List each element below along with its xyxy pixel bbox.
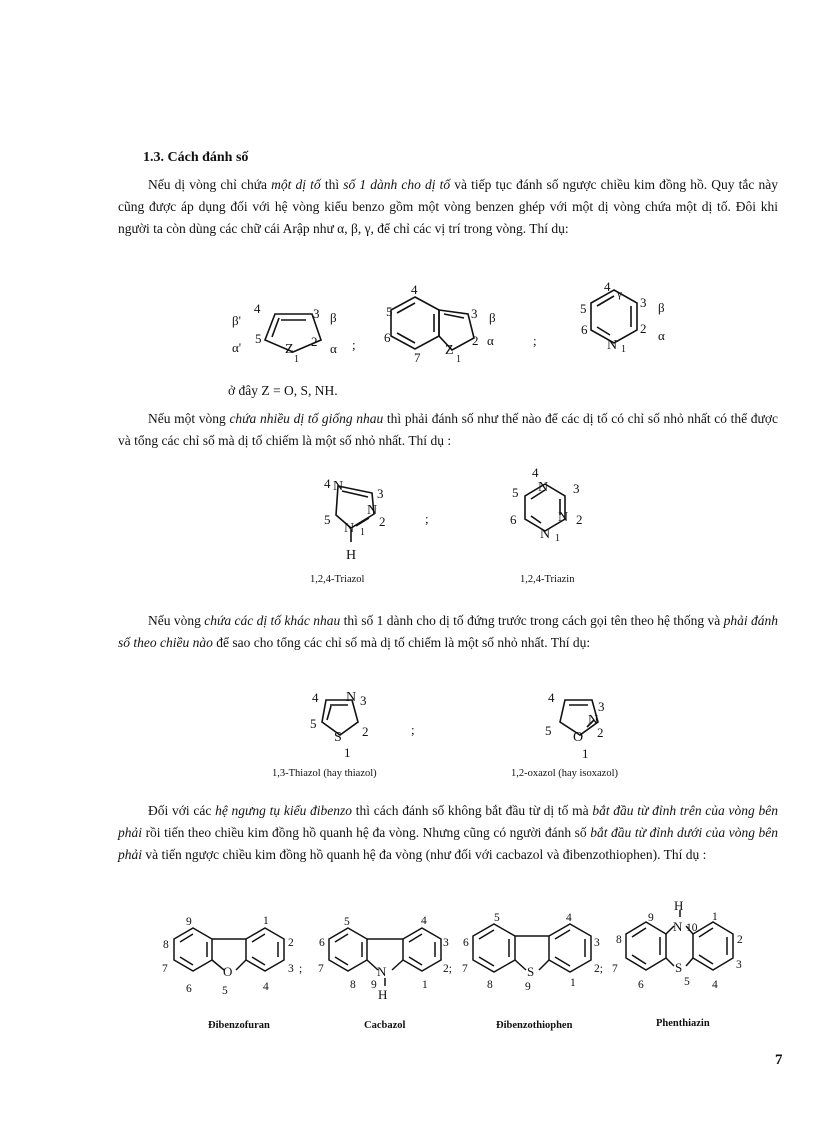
svg-text:3: 3 [360,693,367,708]
page-number: 7 [775,1052,783,1068]
paragraph-different-heteroatoms: Nếu vòng chứa các dị tố khác nhau thì số 1 dành cho dị tố đứng trước trong cách gọi tên theo hệ thống và phải đánh số theo chiều nào để sao cho tổng các chỉ số mà dị tố chiếm là một số nhỏ nhất. Thí dụ: [118,613,778,650]
svg-text:O: O [223,964,233,979]
svg-text:N: N [588,713,599,728]
svg-text:5: 5 [310,716,317,731]
svg-text:;: ; [411,722,415,737]
svg-text:N: N [538,480,549,495]
svg-text:7: 7 [612,963,618,975]
svg-text:2: 2 [597,725,604,740]
svg-text:1: 1 [456,354,461,365]
svg-text:;: ; [352,337,356,352]
caption-dibenzothiophen: Đibenzothiophen [496,1020,573,1031]
svg-text:3: 3 [736,959,742,971]
svg-text:5: 5 [494,912,500,924]
caption-thiazol: 1,3-Thiazol (hay thiazol) [272,768,377,779]
note-z-definition: ở đây Z = O, S, NH. [228,383,338,398]
svg-text:9: 9 [371,979,377,991]
svg-text:4: 4 [324,476,331,491]
svg-text:5: 5 [580,301,587,316]
svg-text:N: N [333,479,344,494]
svg-text:6: 6 [510,512,517,527]
svg-text:5: 5 [222,985,228,997]
svg-text:6: 6 [186,983,192,995]
svg-text:2: 2 [737,934,743,946]
svg-text:2;: 2; [443,963,452,975]
svg-text:2: 2 [640,321,647,336]
svg-text:9: 9 [186,916,192,928]
svg-text:5: 5 [684,976,690,988]
svg-text:N: N [346,690,357,705]
svg-text:3: 3 [598,699,605,714]
svg-text:H: H [674,898,684,913]
svg-text:1: 1 [712,911,718,923]
svg-text:β: β [489,310,496,325]
svg-text:10: 10 [686,922,698,934]
svg-text:N: N [540,527,551,542]
svg-text:7: 7 [414,350,421,365]
svg-text:1: 1 [555,533,560,544]
svg-text:6: 6 [581,322,588,337]
svg-text:Z: Z [285,342,294,357]
svg-text:2: 2 [311,334,318,349]
svg-text:;: ; [299,963,303,975]
svg-text:2: 2 [472,333,479,348]
svg-text:3: 3 [573,481,580,496]
svg-text:H: H [346,548,357,563]
svg-text:1: 1 [344,745,351,760]
svg-text:4: 4 [566,912,572,924]
svg-text:N: N [607,338,618,353]
svg-text:7: 7 [462,963,468,975]
svg-text:5: 5 [255,331,262,346]
svg-text:β': β' [232,313,241,328]
svg-text:γ: γ [617,288,622,300]
svg-text:N: N [673,919,683,934]
svg-text:4: 4 [604,279,611,294]
svg-text:α: α [658,328,665,343]
svg-text:6: 6 [463,937,469,949]
svg-text:4: 4 [548,690,555,705]
svg-text:7: 7 [318,963,324,975]
svg-text:3: 3 [471,306,478,321]
svg-text:2: 2 [576,512,583,527]
svg-text:4: 4 [312,690,319,705]
svg-text:2: 2 [362,724,369,739]
section-heading: 1.3. Cách đánh số [143,150,249,165]
svg-text:3: 3 [594,937,600,949]
svg-text:5: 5 [344,916,350,928]
svg-text:4: 4 [532,465,539,480]
svg-text:6: 6 [319,937,325,949]
caption-triazin: 1,2,4-Triazin [520,574,575,585]
caption-triazol: 1,2,4-Triazol [310,574,365,585]
svg-text:1: 1 [621,344,626,355]
svg-text:H: H [378,987,388,1002]
svg-text:2: 2 [379,514,386,529]
svg-text:N: N [367,503,378,518]
svg-text:O: O [573,730,584,745]
svg-text:1: 1 [570,977,576,989]
svg-text:1: 1 [294,354,299,365]
caption-phenthiazin: Phenthiazin [656,1018,710,1029]
svg-text:3: 3 [313,306,320,321]
svg-text:;: ; [425,511,429,526]
svg-text:N: N [344,521,355,536]
svg-text:3: 3 [640,295,647,310]
svg-text:β: β [330,310,337,325]
svg-text:1: 1 [263,915,269,927]
svg-text:5: 5 [324,512,331,527]
svg-text:α': α' [232,340,242,355]
paragraph-dibenzo-systems: Đối với các hệ ngưng tụ kiểu đibenzo thì cách đánh số không bắt đầu từ dị tố mà bắt đầu từ đỉnh trên của vòng bên phải rồi tiến theo chiều kim đồng hồ quanh hệ đa vòng. Nhưng cũng có người đánh số bắt đầu từ đỉnh dưới của vòng bên phải và tiến ngược chiều kim đồng hồ quanh hệ đa vòng (như đối với cacbazol và đibenzothiophen). Thí dụ : [118,803,778,862]
svg-text:4: 4 [254,301,261,316]
caption-cacbazol: Cacbazol [364,1020,406,1031]
svg-text:;: ; [533,333,537,348]
svg-text:9: 9 [648,912,654,924]
svg-text:3: 3 [377,486,384,501]
svg-text:8: 8 [616,934,622,946]
svg-text:3: 3 [288,963,294,975]
svg-text:8: 8 [350,979,356,991]
svg-text:Z: Z [445,343,454,358]
svg-text:N: N [558,510,569,525]
svg-text:α: α [487,333,494,348]
svg-text:4: 4 [421,915,427,927]
svg-text:5: 5 [386,304,393,319]
svg-text:6: 6 [638,979,644,991]
svg-text:8: 8 [163,939,169,951]
svg-text:N: N [377,964,387,979]
paragraph-same-heteroatoms: Nếu một vòng chứa nhiều dị tố giống nhau thì phải đánh số như thế nào để các dị tố có chỉ số nhỏ nhất có thể được và tổng các chỉ số mà dị tố chiếm là một số nhỏ nhất. Thí dụ : [118,411,778,448]
paragraph-numbering-one-heteroatom: Nếu dị vòng chỉ chứa một dị tố thì số 1 dành cho dị tố và tiếp tục đánh số ngược chiều kim đồng hồ. Quy tắc này cũng được áp dụng đối với hệ vòng kiểu benzo gồm một vòng benzen ghép với một dị vòng chứa một dị tố. Đôi khi người ta còn dùng các chữ cái Arập như α, β, γ, để chỉ các vị trí trong vòng. Thí dụ: [118,177,778,236]
svg-text:7: 7 [162,963,168,975]
svg-text:5: 5 [545,723,552,738]
svg-text:1: 1 [422,979,428,991]
caption-dibenzofuran: Đibenzofuran [208,1020,270,1031]
svg-text:S: S [334,730,342,745]
svg-text:2: 2 [288,937,294,949]
svg-text:α: α [330,341,337,356]
svg-text:4: 4 [263,981,269,993]
svg-text:S: S [527,964,535,979]
svg-text:9: 9 [525,981,531,993]
svg-text:β: β [658,300,665,315]
svg-text:4: 4 [411,282,418,297]
svg-text:4: 4 [712,979,718,991]
svg-text:S: S [675,960,683,975]
svg-text:6: 6 [384,330,391,345]
svg-text:8: 8 [487,979,493,991]
svg-text:5: 5 [512,485,519,500]
svg-text:1: 1 [360,527,365,538]
svg-text:3: 3 [443,937,449,949]
svg-text:1: 1 [582,746,589,761]
caption-oxazol: 1,2-oxazol (hay isoxazol) [511,768,619,779]
svg-text:2;: 2; [594,963,603,975]
